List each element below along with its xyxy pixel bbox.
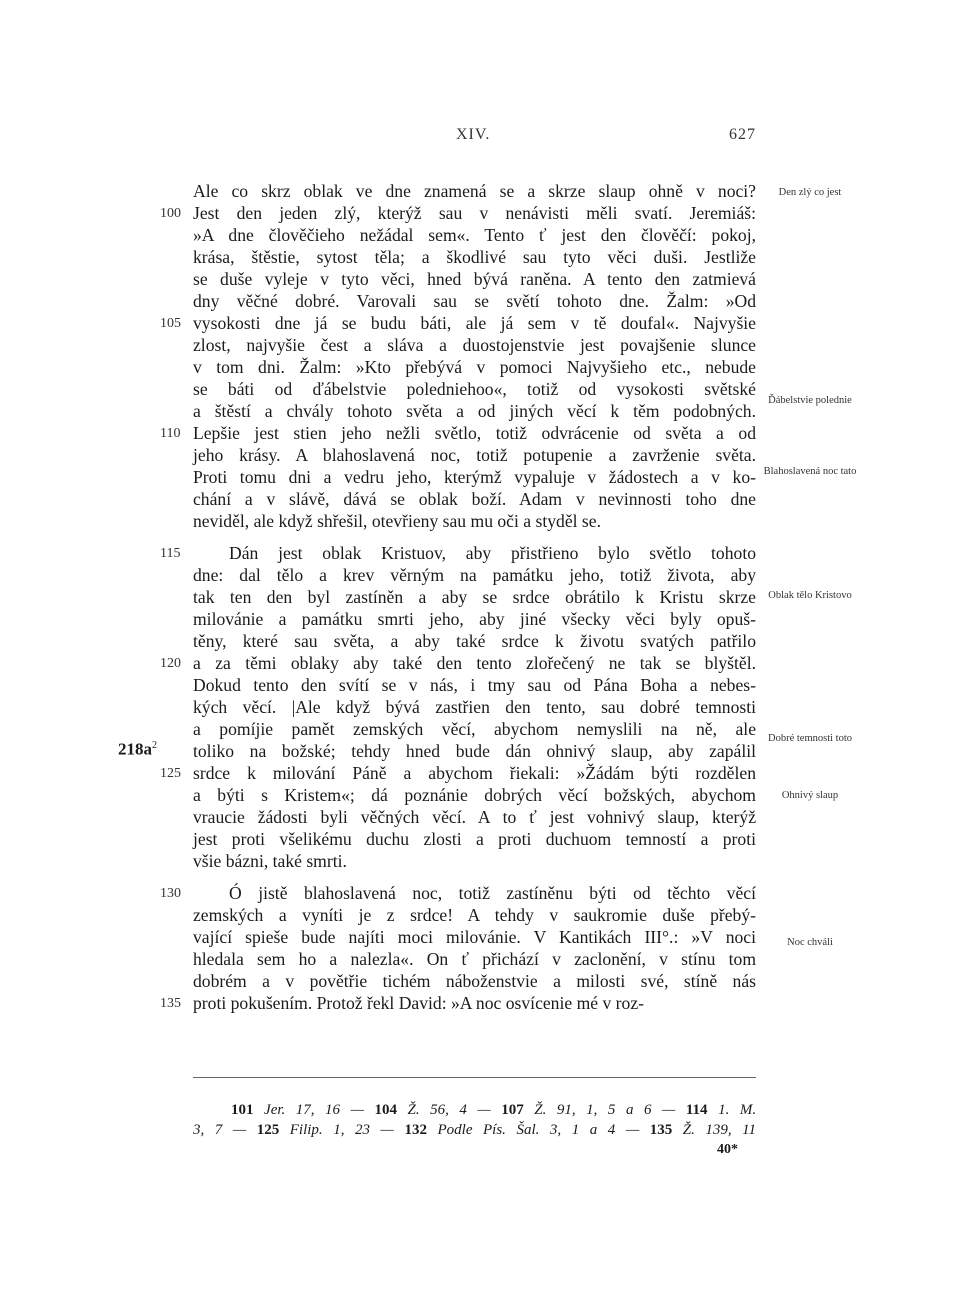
text-line: toliko na božské; tehdy hned bude dán ohnivý slaup, aby zapálil bbox=[193, 741, 756, 761]
text-line: jest proti všelikému duchu zlosti a proti duchuom temností a proti bbox=[193, 829, 756, 849]
text-line: dny věčné dobré. Varovali sau se světí tohoto dne. Žalm: »Od bbox=[193, 291, 756, 311]
text-line: Dokud tento den svítí se v nás, i tmy sau od Pána Boha a nebes- bbox=[193, 675, 756, 695]
text-line: a štěstí a chvály tohoto světa a od jiných věcí k těm podobných. bbox=[193, 401, 756, 421]
footnote-line-1 bbox=[193, 1100, 756, 1120]
text-line: Proti tomu dni a vedru jeho, kterýmž vypaluje v žádostech a v ko- bbox=[193, 467, 756, 487]
text-line: se báti od ďábelstvie poledniehoo«, totiž od vysokosti světské bbox=[193, 379, 756, 399]
margin-note: Den zlý co jest bbox=[778, 187, 842, 198]
running-header-chapter: XIV. bbox=[456, 126, 491, 143]
text-line: »A dne člověčieho nežádal sem«. Tento ť jest den člověčí: pokoj, bbox=[193, 225, 756, 245]
margin-note: Noc chváli bbox=[787, 937, 833, 948]
footnote-text: 3, 7 — bbox=[193, 1122, 247, 1138]
text-line: Lepšie jest stien jeho nežli světlo, totiž odvrácenie od světa a od bbox=[193, 423, 756, 443]
footnote-text: Jer. 17, 16 — bbox=[264, 1102, 364, 1118]
text-line: dne: dal tělo a krev věrným na památku jeho, totiž života, aby bbox=[193, 565, 756, 585]
footnote-ref: 135 bbox=[649, 1122, 673, 1138]
line-number: 125 bbox=[160, 766, 181, 781]
footnote-ref: 101 bbox=[231, 1102, 254, 1118]
footnote-ref: 132 bbox=[404, 1122, 427, 1138]
text-line: krása, štěstie, sytost těla; a škodlivé sau tyto věci duši. Jestliže bbox=[193, 247, 756, 267]
line-number: 135 bbox=[160, 996, 181, 1011]
text-line: Dán jest oblak Kristuov, aby přistřieno bylo světlo tohoto bbox=[229, 543, 756, 563]
text-line: dobrém a v povětřie tichém náboženstvie a milosti své, stíně nás bbox=[193, 971, 756, 991]
text-line: tak ten den byl zastíněn a aby se srdce obrátilo k Kristu skrze bbox=[193, 587, 756, 607]
footnote-rule bbox=[193, 1077, 756, 1078]
text-line: milovánie a památku smrti jeho, aby jiné všecky věci byly opuš- bbox=[193, 609, 756, 629]
text-line: se duše vyleje v tyto věci, hned bývá raněna. A tento den zatmievá bbox=[193, 269, 756, 289]
text-line: a pomíjie pamět zemských věcí, abychom nemyslili na ně, ale bbox=[193, 719, 756, 739]
text-line: chání a v slávě, dává se oblak boží. Adam v nevinnosti toho dne bbox=[193, 489, 756, 509]
text-line: Jest den jeden zlý, kterýž sau v nenávisti měli svatí. Jeremiáš: bbox=[193, 203, 756, 223]
footnote-text: Ž. 91, 1, 5 a 6 — bbox=[534, 1102, 676, 1118]
line-number: 115 bbox=[160, 546, 181, 561]
footnote-ref: 104 bbox=[374, 1102, 397, 1118]
text-line: Ale co skrz oblak ve dne znamená se a skrze slaup ohně v noci? bbox=[193, 181, 756, 201]
text-line: zlost, najvyšie čest a sláva a duostojenstvie jest povajšenie slunce bbox=[193, 335, 756, 355]
footnote-text: 1. M. bbox=[718, 1102, 757, 1118]
margin-note: Blahoslavená noc tato bbox=[763, 466, 857, 477]
text-line: srdce k milování Páně a abychom řiekali: »Žádám býti rozdělen bbox=[193, 763, 756, 783]
text-line: a býti s Kristem«; dá poznánie dobrých věcí božských, abychom bbox=[193, 785, 756, 805]
text-line: těny, které sau světa, a aby také srdce k životu svatých patřilo bbox=[193, 631, 756, 651]
line-number: 110 bbox=[160, 426, 181, 441]
footnote-ref: 114 bbox=[685, 1102, 708, 1118]
text-line: zemských a vyníti je z srdce! A tehdy v saukromie duše přebý- bbox=[193, 905, 756, 925]
footnote-ref: 125 bbox=[256, 1122, 280, 1138]
folio-marker: $218a^2$ bbox=[118, 739, 157, 759]
page-number: 627 bbox=[729, 126, 756, 143]
line-number: 120 bbox=[160, 656, 181, 671]
line-number: 100 bbox=[160, 206, 181, 221]
line-number: 105 bbox=[160, 316, 181, 331]
text-line: v tom dni. Žalm: »Kto přebývá v pomoci Najvyšieho etc., nebude bbox=[193, 357, 756, 377]
line-number: 130 bbox=[160, 886, 181, 901]
footnote-text: Ž. 56, 4 — bbox=[407, 1102, 491, 1118]
footnote-text: Filip. 1, 23 — bbox=[289, 1122, 394, 1138]
text-line: jeho krásy. A blahoslavená noc, totiž potupenie a zavrženie světa. bbox=[193, 445, 756, 465]
text-line: kých věcí. |Ale když bývá zastřien den tento, sau dobré temnosti bbox=[193, 697, 756, 717]
margin-note: Dobré temnosti toto bbox=[768, 733, 852, 744]
text-line: proti pokušením. Protož řekl David: »A noc osvícenie mé v roz- bbox=[193, 993, 644, 1013]
margin-note: Oblak tělo Kristovo bbox=[768, 590, 852, 601]
footnote-ref: 107 bbox=[501, 1102, 524, 1118]
printer-signature: 40* bbox=[717, 1142, 738, 1157]
margin-note: Ohnivý slaup bbox=[781, 790, 839, 801]
text-line: vysokosti dne já se budu báti, ale já sem v tě doufal«. Najvyšie bbox=[193, 313, 756, 333]
margin-note: Ďábelstvie polednie bbox=[768, 395, 852, 406]
text-line: neviděl, ale když shřešil, otevřieny sau mu oči a styděl se. bbox=[193, 511, 601, 531]
footnote-line-2 bbox=[193, 1120, 756, 1140]
text-line: vající spieše bude najíti moci milovánie. V Kantikách III°.: »V noci bbox=[193, 927, 756, 947]
text-line: vraucie žádosti byli věčných věcí. A to ť jest vohnivý slaup, kterýž bbox=[193, 807, 756, 827]
text-line: Ó jistě blahoslavená noc, totiž zastíněnu býti od těchto věcí bbox=[229, 883, 756, 903]
text-line: a za těmi oblaky aby také den tento zlořečený ne tak se blyštěl. bbox=[193, 653, 756, 673]
footnote-text: Podle Pís. Šal. 3, 1 a 4 — bbox=[437, 1122, 640, 1138]
footnote-text: Ž. 139, 11 bbox=[682, 1122, 757, 1138]
text-line: hledala sem ho a nalezla«. On ť přichází v zaclonění, v stínu tom bbox=[193, 949, 756, 969]
text-line: všie bázni, také smrti. bbox=[193, 851, 347, 871]
